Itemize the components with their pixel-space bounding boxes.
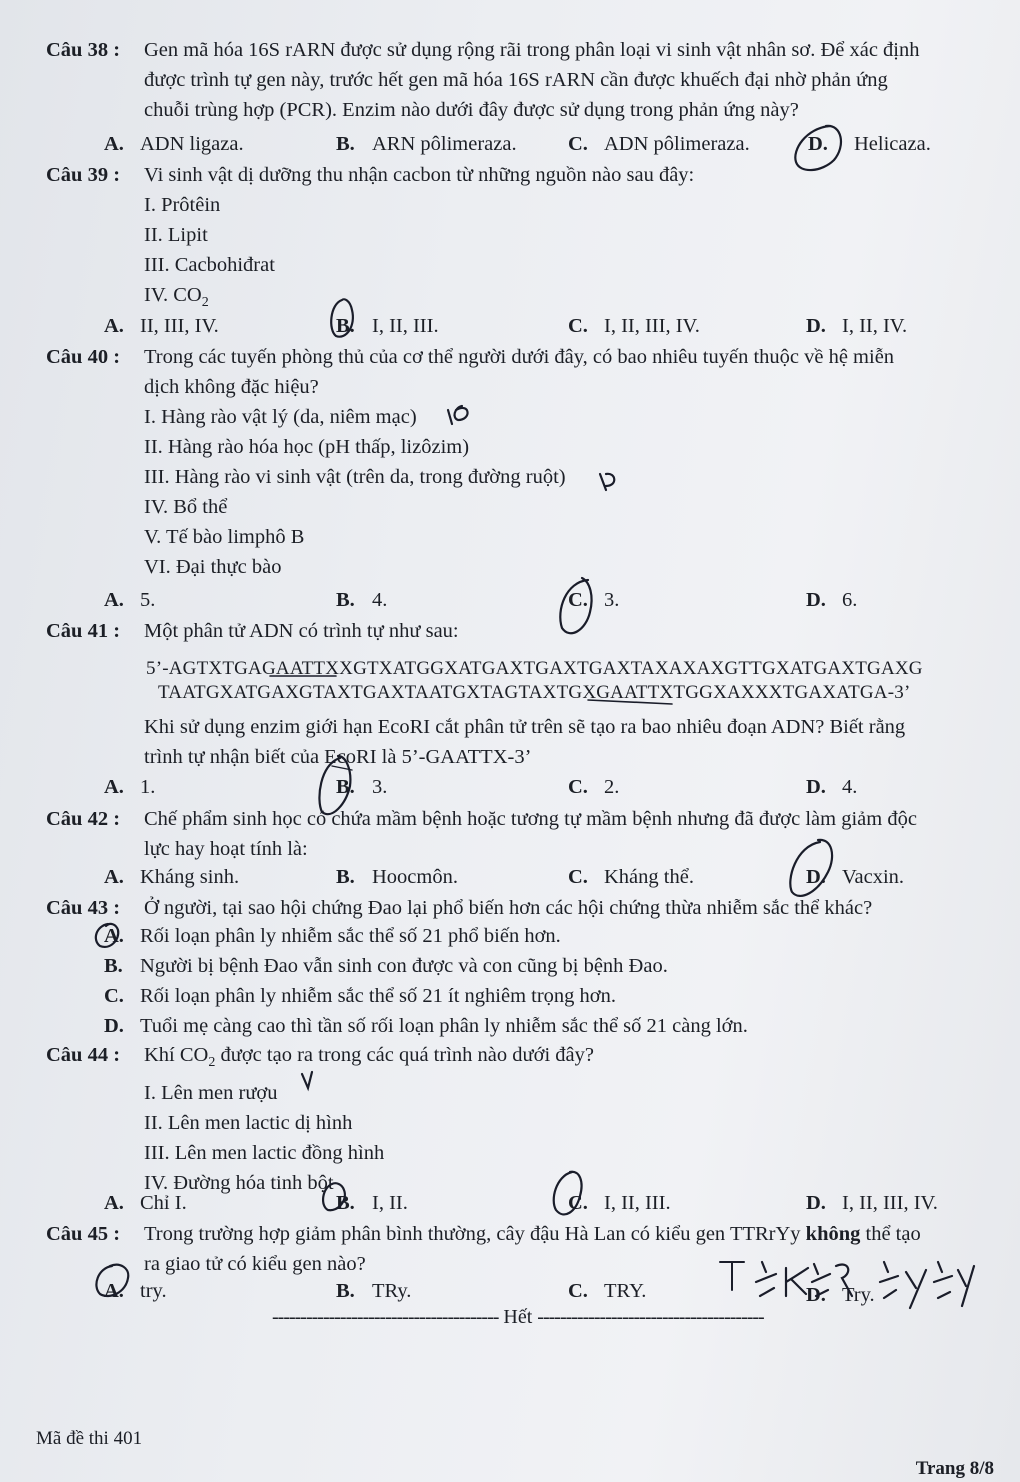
statement: II. Lipit [144, 224, 208, 246]
question-44 [46, 1040, 996, 1198]
question-number: Câu 41 : [46, 620, 121, 642]
option-c: C. TRY. [568, 1280, 647, 1302]
option-c: C. 2. [568, 776, 620, 798]
question-text: Khí $CO_2$ được tạo ra trong các quá trình nào dưới đây? [144, 1044, 594, 1071]
question-text: trình tự nhận biết của EcoRI là 5’-GAATTX-3’ [144, 746, 532, 768]
option-b: B. I, II. [336, 1192, 408, 1214]
option-b: B. 4. [336, 589, 388, 611]
dna-sequence-line-2: TAATGXATGAXGTAXTGAXTAATGXTAGTAXTGXGAATTXTGGXAXXXTGAXATGA-3’ [158, 682, 911, 703]
question-38 [46, 35, 996, 125]
question-number: Câu 45 : [46, 1223, 121, 1245]
statement: IV. Bổ thể [144, 496, 228, 518]
option-a: A. Rối loạn phân ly nhiễm sắc thể số 21 phổ biến hơn. [104, 925, 561, 947]
options-40 [46, 585, 996, 615]
statement: I. Prôtêin [144, 194, 221, 216]
statement: IV. Đường hóa tinh bột [144, 1172, 334, 1195]
options-44 [46, 1188, 996, 1218]
question-41 [46, 616, 996, 646]
options-42 [46, 862, 996, 892]
question-40 [46, 342, 996, 582]
statement: III. Lên men lactic đồng hình [144, 1142, 385, 1165]
statement: III. Cacbohiđrat [144, 254, 275, 276]
question-41-body [46, 712, 996, 772]
option-c: C. Rối loạn phân ly nhiễm sắc thể số 21 ít nghiêm trọng hơn. [104, 985, 617, 1007]
option-b: B. Hoocmôn. [336, 866, 458, 888]
options-43 [46, 921, 996, 1041]
options-39 [46, 311, 996, 341]
option-a: A. try. [104, 1280, 167, 1302]
option-a: A. Chỉ I. [104, 1192, 187, 1214]
options-45 [46, 1276, 996, 1306]
statement: V. Tế bào limphô B [144, 526, 305, 548]
end-marker: ---------------------------------------- Hết ---------------------------------------- [272, 1306, 764, 1328]
option-b: B. TRy. [336, 1280, 412, 1302]
question-text: ra giao tử có kiểu gen nào? [144, 1253, 366, 1275]
question-number: Câu 42 : [46, 808, 121, 830]
option-c: C. Kháng thể. [568, 866, 694, 888]
question-43 [46, 893, 996, 923]
question-39 [46, 160, 996, 318]
question-text: Gen mã hóa 16S rARN được sử dụng rộng rãi trong phân loại vi sinh vật nhân sơ. Để xác định [144, 39, 920, 61]
option-c: C. 3. [568, 589, 620, 611]
question-45 [46, 1219, 996, 1279]
statement: IV. $CO_2$ [144, 284, 209, 311]
question-number: Câu 40 : [46, 346, 121, 368]
option-d: D. Try. [806, 1284, 875, 1306]
option-a: A. II, III, IV. [104, 315, 219, 337]
option-d: D. 4. [806, 776, 858, 798]
statement: III. Hàng rào vi sinh vật (trên da, trong đường ruột) [144, 466, 566, 488]
option-d: D. Tuổi mẹ càng cao thì tần số rối loạn phân ly nhiễm sắc thể số 21 càng lớn. [104, 1015, 748, 1037]
option-b: B. 3. [336, 776, 388, 798]
option-c: C. ADN pôlimeraza. [568, 133, 750, 155]
options-38 [46, 129, 996, 159]
statement: I. Lên men rượu [144, 1082, 278, 1105]
question-text: Khi sử dụng enzim giới hạn EcoRI cắt phân tử trên sẽ tạo ra bao nhiêu đoạn ADN? Biết rằng [144, 716, 906, 738]
statement: II. Lên men lactic dị hình [144, 1112, 353, 1135]
question-text: Ở người, tại sao hội chứng Đao lại phổ biến hơn các hội chứng thừa nhiễm sắc thể khác? [144, 897, 873, 919]
options-41 [46, 772, 996, 802]
statement: II. Hàng rào hóa học (pH thấp, lizôzim) [144, 436, 470, 458]
option-c: C. I, II, III, IV. [568, 315, 700, 337]
question-number: Câu 39 : [46, 164, 121, 186]
option-a: A. ADN ligaza. [104, 133, 244, 155]
statement: I. Hàng rào vật lý (da, niêm mạc) [144, 406, 417, 428]
question-text: được trình tự gen này, trước hết gen mã hóa 16S rARN cần được khuếch đại nhờ phản ứng [144, 69, 888, 91]
option-d: D. I, II, IV. [806, 315, 908, 337]
option-b: B. ARN pôlimeraza. [336, 133, 517, 155]
option-a: A. 1. [104, 776, 156, 798]
question-text: Trong các tuyến phòng thủ của cơ thể người dưới đây, có bao nhiêu tuyến thuộc về hệ miễn [144, 346, 895, 368]
page-number: Trang 8/8 [915, 1458, 994, 1479]
question-42 [46, 804, 996, 864]
question-text: Vi sinh vật dị dưỡng thu nhận cacbon từ những nguồn nào sau đây: [144, 164, 695, 186]
option-a: A. Kháng sinh. [104, 866, 240, 888]
question-text: Chế phẩm sinh học có chứa mầm bệnh hoặc tương tự mầm bệnh nhưng đã được làm giảm độc [144, 808, 917, 830]
option-b: B. I, II, III. [336, 315, 439, 337]
question-text: dịch không đặc hiệu? [144, 376, 319, 398]
question-number: Câu 38 : [46, 39, 121, 61]
option-c: C. I, II, III. [568, 1192, 671, 1214]
option-d: D. 6. [806, 589, 858, 611]
exam-code: Mã đề thi 401 [36, 1428, 143, 1449]
question-text: Trong trường hợp giảm phân bình thường, cây đậu Hà Lan có kiểu gen TTRrYy không thể tạo [144, 1223, 921, 1245]
statement: VI. Đại thực bào [144, 556, 282, 578]
question-text: lực hay hoạt tính là: [144, 838, 308, 860]
option-d: D. Helicaza. [808, 133, 931, 155]
option-a: A. 5. [104, 589, 156, 611]
dna-sequence-line-1: 5’-AGTXTGAGAATTXXGTXATGGXATGAXTGAXTGAXTAXAXAXGTTGXATGAXTGAXG [146, 658, 923, 679]
question-number: Câu 43 : [46, 897, 121, 919]
question-text: chuỗi trùng hợp (PCR). Enzim nào dưới đây được sử dụng trong phản ứng này? [144, 99, 799, 121]
option-d: D. Vacxin. [806, 866, 905, 888]
option-b: B. Người bị bệnh Đao vẫn sinh con được và con cũng bị bệnh Đao. [104, 955, 668, 977]
question-number: Câu 44 : [46, 1044, 121, 1066]
question-text: Một phân tử ADN có trình tự như sau: [144, 620, 459, 642]
option-d: D. I, II, III, IV. [806, 1192, 938, 1214]
